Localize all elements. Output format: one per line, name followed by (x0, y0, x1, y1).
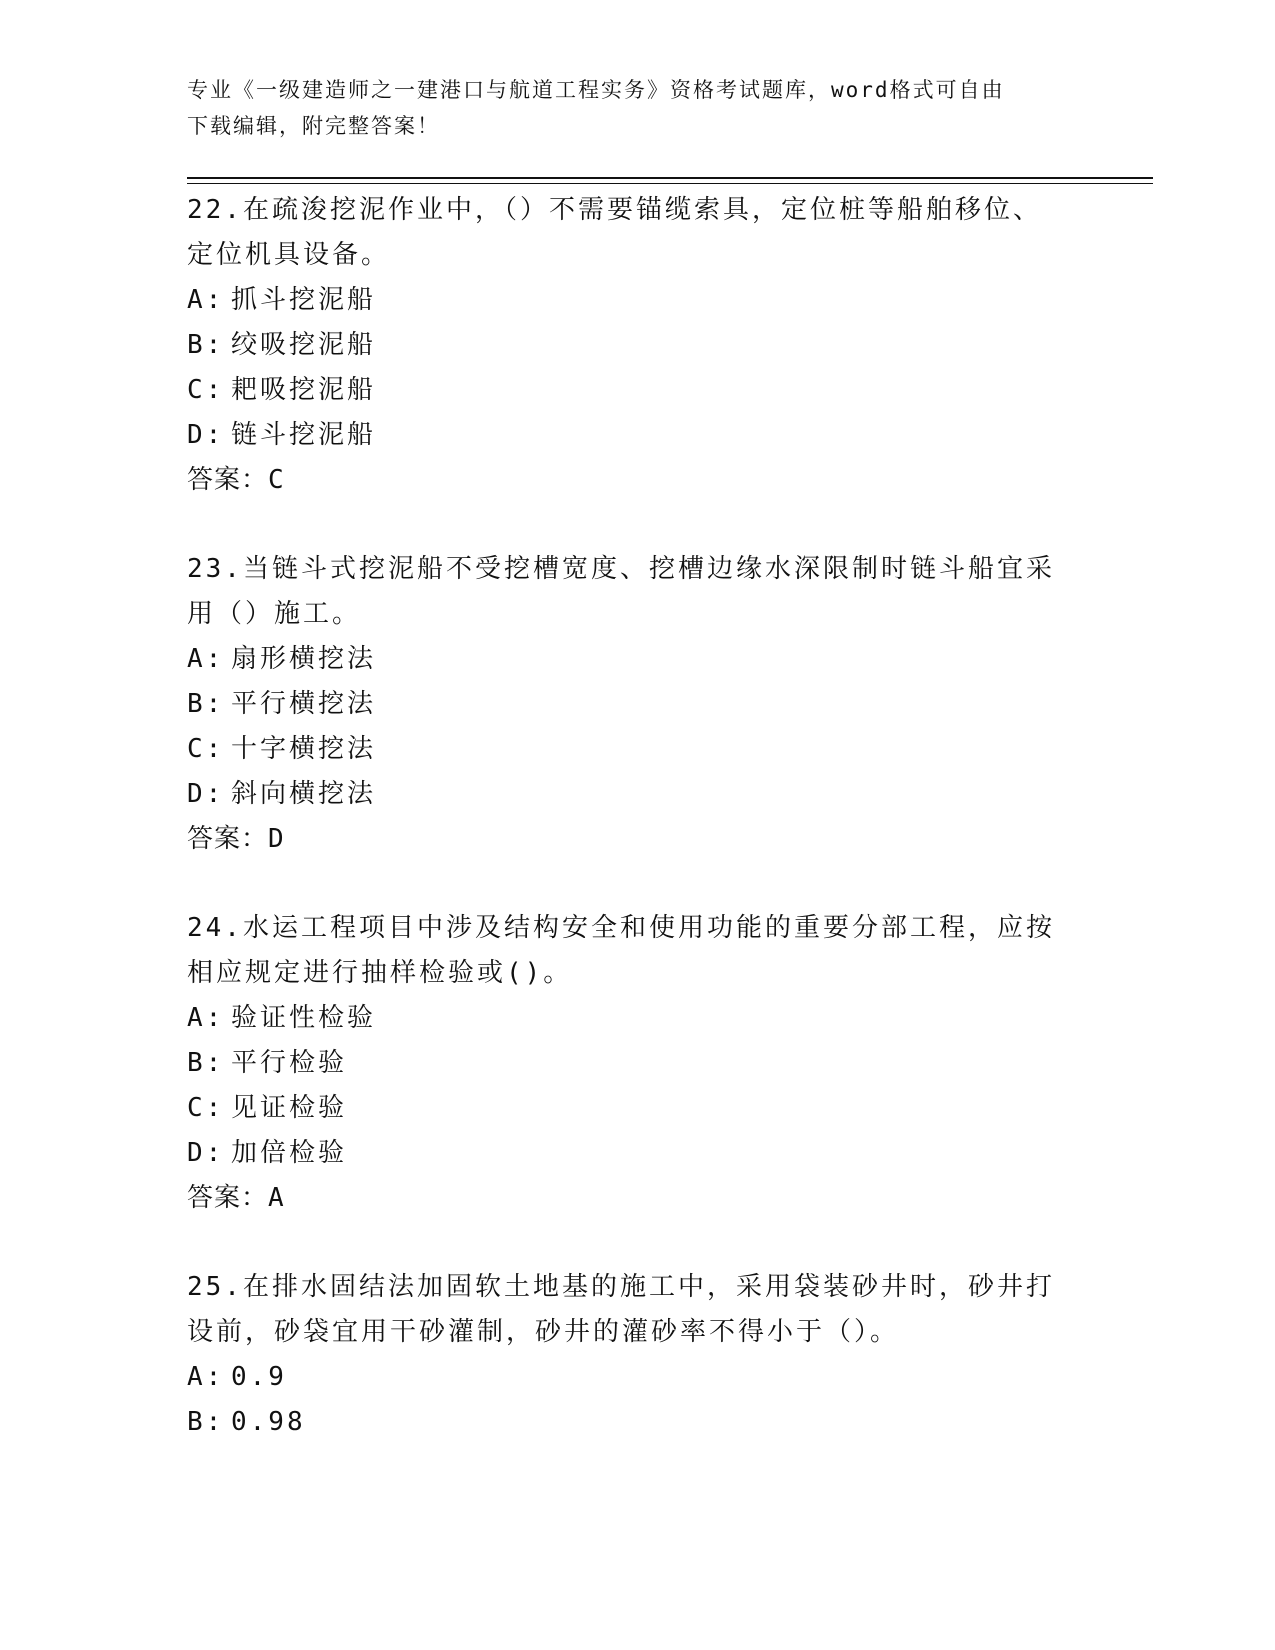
answer-value: A (268, 1183, 285, 1213)
header-rule-thick (187, 177, 1153, 179)
header-line-1: 专业《一级建造师之一建港口与航道工程实务》资格考试题库，word格式可自由 (187, 78, 1005, 102)
question-text: 22.在疏浚挖泥作业中，（）不需要锚缆索具，定位桩等船舶移位、定位机具设备。 (187, 195, 1042, 270)
document-header (187, 72, 1077, 144)
option-letter: D: (187, 1138, 225, 1168)
question-22 (187, 188, 1087, 503)
option-letter: C: (187, 375, 225, 405)
option-d (187, 1131, 1087, 1176)
option-d (187, 413, 1087, 458)
option-text: 平行横挖法 (231, 689, 377, 719)
question-text: 25.在排水固结法加固软土地基的施工中，采用袋装砂井时，砂井打设前，砂袋宜用干砂灌制，砂井的灌砂率不得小于（）。 (187, 1272, 1055, 1347)
option-c (187, 727, 1087, 772)
option-b (187, 682, 1087, 727)
option-letter: D: (187, 420, 225, 450)
answer-line (187, 458, 1087, 503)
option-a (187, 1355, 1087, 1400)
answer-line (187, 1176, 1087, 1221)
question-text: 23.当链斗式挖泥船不受挖槽宽度、挖槽边缘水深限制时链斗船宜采用（）施工。 (187, 554, 1055, 629)
option-letter: C: (187, 734, 225, 764)
option-d (187, 772, 1087, 817)
option-text: 链斗挖泥船 (231, 420, 377, 450)
question-24 (187, 906, 1087, 1221)
header-line-2: 下载编辑，附完整答案！ (187, 114, 440, 138)
option-c (187, 1086, 1087, 1131)
question-list (187, 188, 1087, 1489)
option-a (187, 278, 1087, 323)
answer-label: 答案： (187, 824, 269, 854)
option-text: 平行检验 (231, 1048, 348, 1078)
question-text: 24.水运工程项目中涉及结构安全和使用功能的重要分部工程，应按相应规定进行抽样检验或()。 (187, 913, 1055, 988)
option-b (187, 1041, 1087, 1086)
answer-value: D (268, 824, 285, 854)
option-c (187, 368, 1087, 413)
option-text: 扇形横挖法 (231, 644, 377, 674)
option-text: 十字横挖法 (231, 734, 377, 764)
option-letter: A: (187, 1003, 225, 1033)
option-letter: B: (187, 689, 225, 719)
option-text: 0.9 (231, 1362, 287, 1392)
answer-line (187, 817, 1087, 862)
option-letter: B: (187, 330, 225, 360)
option-text: 见证检验 (231, 1093, 348, 1123)
header-rule-thin (187, 183, 1153, 184)
option-text: 抓斗挖泥船 (231, 285, 377, 315)
answer-label: 答案： (187, 465, 269, 495)
option-letter: A: (187, 644, 225, 674)
option-letter: D: (187, 779, 225, 809)
option-b (187, 1400, 1087, 1445)
answer-value: C (268, 465, 285, 495)
option-text: 加倍检验 (231, 1138, 348, 1168)
option-letter: A: (187, 1362, 225, 1392)
option-a (187, 637, 1087, 682)
option-text: 验证性检验 (231, 1003, 377, 1033)
answer-label: 答案： (187, 1183, 269, 1213)
question-23 (187, 547, 1087, 862)
option-text: 绞吸挖泥船 (231, 330, 377, 360)
option-letter: C: (187, 1093, 225, 1123)
option-text: 0.98 (231, 1407, 306, 1437)
option-letter: B: (187, 1048, 225, 1078)
option-letter: A: (187, 285, 225, 315)
question-25 (187, 1265, 1087, 1445)
option-b (187, 323, 1087, 368)
option-text: 斜向横挖法 (231, 779, 377, 809)
option-text: 耙吸挖泥船 (231, 375, 377, 405)
option-a (187, 996, 1087, 1041)
option-letter: B: (187, 1407, 225, 1437)
